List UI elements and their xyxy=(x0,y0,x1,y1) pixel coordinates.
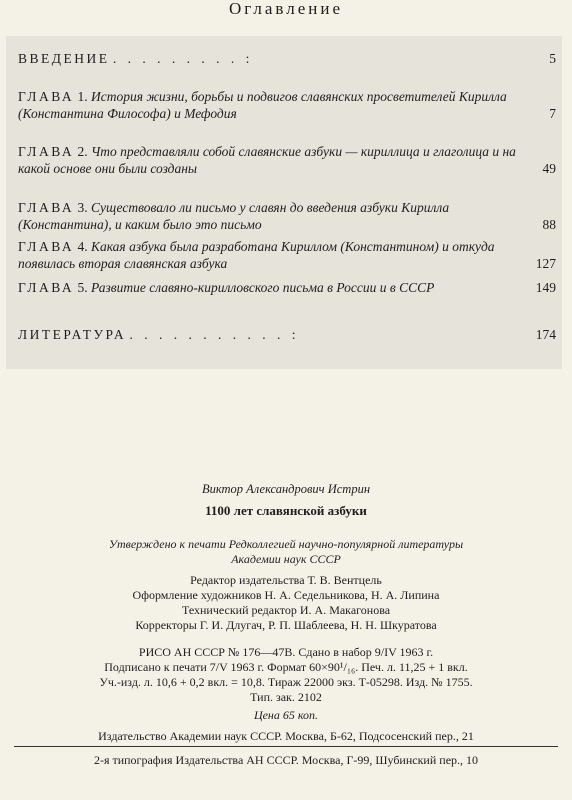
toc-chapter-number: 5. xyxy=(77,280,88,295)
toc-chapter-number: 2. xyxy=(77,144,88,159)
divider xyxy=(14,746,558,747)
toc-entry-heading: ГЛАВА xyxy=(18,280,75,295)
toc-chapter-title: История жизни, борьбы и подвигов славянских просветителей Кирилла (Константина Философа) и Мефодия xyxy=(18,89,507,121)
page-title: Оглавление xyxy=(229,0,343,18)
toc-chapter-title: Какая азбука была разработана Кириллом (Константином) и откуда появилась вторая славянская азбука xyxy=(18,239,495,271)
imprint-approved-line-1: Утверждено к печати Редколлегией научно-популярной литературы xyxy=(108,537,464,551)
toc-entry-heading: ГЛАВА xyxy=(18,200,75,215)
toc-entry-intro xyxy=(18,50,556,67)
toc-entry-chapter-5 xyxy=(18,279,556,296)
toc-leader-dots: . . . . . . . . . . . : xyxy=(129,327,300,342)
toc-entry-chapter-3 xyxy=(18,199,556,233)
imprint-printer: 2-я типография Издательства АН СССР. Москва, Г-99, Шубинский пер., 10 xyxy=(93,753,479,767)
imprint-signed: Подписано к печати 7/V 1963 г. Формат 60×90¹/₁₆. Печ. л. 11,25 + 1 вкл. xyxy=(104,660,468,674)
toc-page-number: 5 xyxy=(549,51,556,66)
imprint-price: Цена 65 коп. xyxy=(253,708,319,722)
imprint-artists: Оформление художников Н. А. Седельникова, Н. А. Липина xyxy=(132,588,440,602)
toc-page-number: 174 xyxy=(535,327,556,342)
imprint-book-title: 1100 лет славянской азбуки xyxy=(205,503,367,518)
imprint-order: Тип. зак. 2102 xyxy=(250,690,322,704)
toc-page-number: 7 xyxy=(549,106,556,121)
toc-chapter-title: Существовало ли письмо у славян до введения азбуки Кирилла (Константина), и каким было это письмо xyxy=(18,200,450,232)
imprint-publication-sheets: Уч.-изд. л. 10,6 + 0,2 вкл. = 10,8. Тираж 22000 экз. Т-05298. Изд. № 1755. xyxy=(99,675,473,689)
imprint-approved-line-2: Академии наук СССР xyxy=(231,552,341,566)
toc-page-number: 149 xyxy=(535,280,556,295)
toc-entry-chapter-2 xyxy=(18,143,556,177)
toc-entry-bibliography xyxy=(18,326,556,343)
toc-chapter-number: 3. xyxy=(77,200,88,215)
toc-entry-heading: ГЛАВА xyxy=(18,144,75,159)
toc-page-number: 49 xyxy=(542,161,556,176)
toc-entry-chapter-1 xyxy=(18,88,556,122)
toc-entry-heading: ВВЕДЕНИЕ xyxy=(18,51,110,66)
toc-chapter-number: 4. xyxy=(77,239,88,254)
toc-leader-dots: . . . . . . . . . : xyxy=(112,51,254,66)
imprint-riso: РИСО АН СССР № 176—47В. Сдано в набор 9/IV 1963 г. xyxy=(138,645,434,659)
toc-entry-heading: ЛИТЕРАТУРА xyxy=(18,327,127,342)
toc-page-number: 127 xyxy=(535,256,556,271)
imprint-author: Виктор Александрович Истрин xyxy=(201,482,371,496)
toc-chapter-title: Развитие славяно-кирилловского письма в России и в СССР xyxy=(90,280,435,295)
imprint-correctors: Корректоры Г. И. Длугач, Р. П. Шаблеева, Н. Н. Шкуратова xyxy=(135,618,437,632)
toc-chapter-number: 1. xyxy=(77,89,88,104)
toc-entry-heading: ГЛАВА xyxy=(18,239,75,254)
toc-chapter-title: Что представляли собой славянские азбуки — кириллица и глаголица и на какой основе они были созданы xyxy=(18,144,516,176)
imprint-editor: Редактор издательства Т. В. Вентцель xyxy=(190,573,382,587)
toc-entry-heading: ГЛАВА xyxy=(18,89,75,104)
table-of-contents xyxy=(6,36,562,369)
imprint-tech-editor: Технический редактор И. А. Макагонова xyxy=(181,603,391,617)
toc-entry-chapter-4 xyxy=(18,238,556,272)
toc-page-number: 88 xyxy=(542,217,556,232)
imprint-publisher: Издательство Академии наук СССР. Москва, Б-62, Подсосенский пер., 21 xyxy=(98,729,474,743)
